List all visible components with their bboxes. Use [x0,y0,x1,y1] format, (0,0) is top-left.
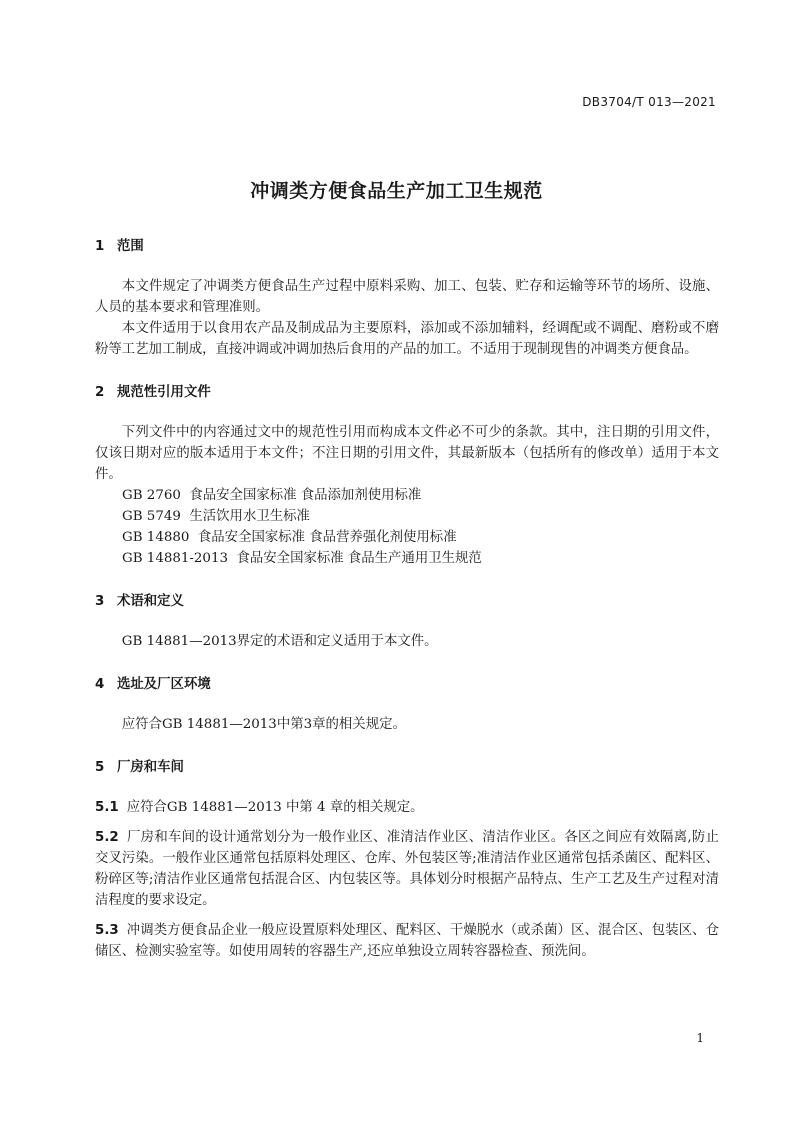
reference-item: GB 14880 食品安全国家标准 食品营养强化剂使用标准 [122,530,457,545]
section-title: 选址及厂区环境 [117,677,211,692]
clause-5-3 [95,920,719,962]
clause-text: 冲调类方便食品企业一般应设置原料处理区、配料区、干燥脱水（或杀菌）区、混合区、包装区、仓储区、检测实验室等。如使用周转的容器生产,还应单独设立周转容器检查、预洗间。 [95,923,719,959]
document-body [95,236,719,962]
section-heading-scope [95,236,719,258]
reference-item: GB 5749 生活饮用水卫生标准 [122,509,310,524]
clause-5-1 [95,797,719,818]
clause-number: 5.1 [95,800,119,815]
section-number: 5 [95,760,105,775]
clause-text: 厂房和车间的设计通常划分为一般作业区、准清洁作业区、清洁作业区。各区之间应有效隔离,防止交叉污染。一般作业区通常包括原料处理区、仓库、外包装区等;准清洁作业区通常包括杀菌区、配料区、粉碎区等;清洁作业区通常包括混合区、内包装区等。具体划分时根据产品特点、生产工艺及生产过程对清洁程度的要求设定。 [95,830,719,908]
reference-item: GB 14881-2013 食品安全国家标准 食品生产通用卫生规范 [122,551,482,566]
page-number: 1 [696,1031,704,1045]
section-heading-terms [95,591,719,613]
clause-text: 应符合GB 14881—2013 中第 4 章的相关规定。 [126,800,424,815]
clause-number: 5.3 [95,923,119,938]
paragraph: 本文件适用于以食用农产品及制成品为主要原料，添加或不添加辅料，经调配或不调配、磨粉或不磨粉等工艺加工制成，直接冲调或冲调加热后食用的产品的加工。不适用于现制现售的冲调类方便食品。 [95,321,719,357]
section-heading-buildings [95,757,719,779]
clause-5-2 [95,827,719,911]
section-number: 4 [95,677,105,692]
clause-number: 5.2 [95,830,119,845]
section-number: 3 [95,594,105,609]
section-title: 术语和定义 [117,594,184,609]
paragraph: 下列文件中的内容通过文中的规范性引用而构成本文件必不可少的条款。其中，注日期的引用文件，仅该日期对应的版本适用于本文件；不注日期的引用文件，其最新版本（包括所有的修改单）适用于本文件。 [95,425,719,482]
paragraph: 应符合GB 14881—2013中第3章的相关规定。 [121,717,406,732]
reference-item: GB 2760 食品安全国家标准 食品添加剂使用标准 [122,488,422,503]
paragraph: 本文件规定了冲调类方便食品生产过程中原料采购、加工、包装、贮存和运输等环节的场所、设施、人员的基本要求和管理准则。 [95,279,719,315]
document-code: DB3704/T 013—2021 [582,95,716,109]
document-title: 冲调类方便食品生产加工卫生规范 [250,180,543,202]
section-title: 范围 [117,239,144,254]
paragraph: GB 14881—2013界定的术语和定义适用于本文件。 [121,634,438,649]
section-heading-normative-references [95,382,719,404]
section-title: 规范性引用文件 [117,385,211,400]
section-heading-site [95,674,719,696]
section-number: 1 [95,239,105,254]
section-number: 2 [95,385,105,400]
section-title: 厂房和车间 [117,760,184,775]
